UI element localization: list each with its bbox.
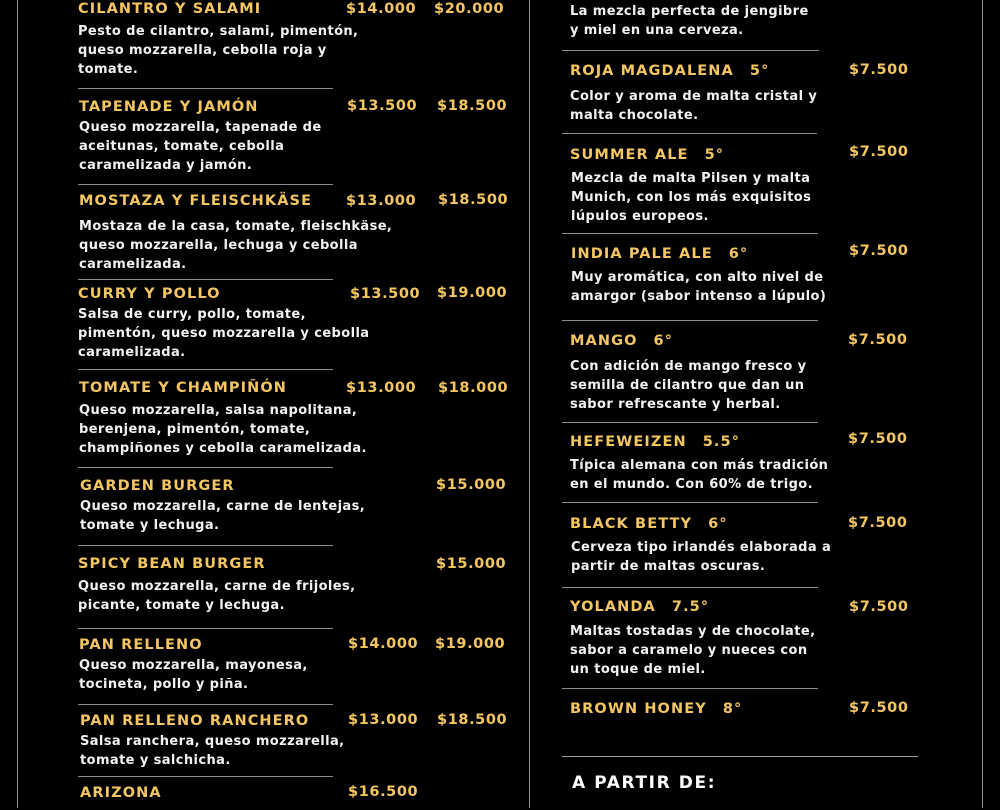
beer-description: Mezcla de malta Pilsen y malta Munich, con los más exquisitos lúpulos europeos. — [571, 171, 812, 224]
menu-item-price-large: $15.000 — [436, 556, 507, 572]
beer-name-text: MANGO — [570, 333, 638, 349]
divider — [78, 467, 333, 468]
beer-price: $7.500 — [849, 62, 909, 78]
menu-item-description: Queso mozzarella, tapenade de aceitunas, tomate, cebolla caramelizada y jamón. — [79, 120, 322, 173]
beer-description: La mezcla perfecta de jengibre y miel en una cerveza. — [570, 4, 809, 38]
beer-name — [570, 146, 724, 164]
menu-item-price-small: $13.000 — [346, 380, 417, 396]
left-frame-border — [17, 0, 18, 808]
menu-item-price-large: $18.500 — [438, 192, 509, 208]
beer-abv: 6° — [708, 516, 728, 532]
beer-price: $7.500 — [849, 700, 909, 716]
beer-name — [571, 245, 748, 263]
menu-item-name: SPICY BEAN BURGER — [78, 556, 266, 572]
menu-item-name: PAN RELLENO RANCHERO — [80, 713, 310, 729]
menu-item-name: CILANTRO Y SALAMI — [78, 1, 262, 17]
menu-item-name: TOMATE Y CHAMPIÑÓN — [79, 380, 287, 396]
beer-name-text: ROJA MAGDALENA — [570, 63, 734, 79]
beer-abv: 6° — [728, 246, 749, 262]
menu-item-price-large: $18.500 — [437, 712, 508, 728]
beer-abv: 6° — [653, 333, 674, 349]
beer-description: Con adición de mango fresco y semilla de cilantro que dan un sabor refrescante y herbal. — [570, 359, 807, 412]
beer-name-text: BLACK BETTY — [570, 516, 693, 532]
beer-name-text: SUMMER ALE — [570, 147, 689, 163]
menu-item-description: Queso mozzarella, carne de frijoles, picante, tomate y lechuga. — [78, 579, 356, 613]
right-frame-border — [982, 0, 983, 808]
beer-description: Maltas tostadas y de chocolate, sabor a caramelo y nueces con un toque de miel. — [570, 624, 816, 677]
menu-item-price-small: $13.500 — [350, 286, 421, 302]
divider — [562, 50, 819, 51]
divider — [562, 422, 818, 423]
menu-item-description: Pesto de cilantro, salami, pimentón, queso mozzarella, cebolla roja y tomate. — [78, 24, 359, 77]
cropped-text-row — [572, 800, 802, 810]
menu-item-price-small: $16.500 — [348, 784, 419, 800]
beer-price: $7.500 — [849, 144, 909, 160]
beer-abv: 5° — [704, 147, 725, 163]
beer-name — [570, 700, 742, 718]
menu-item-name: PAN RELLENO — [79, 637, 203, 653]
beer-description: Cerveza tipo irlandés elaborada a partir de maltas oscuras. — [571, 540, 832, 574]
menu-item-price-large: $18.500 — [437, 98, 508, 114]
menu-item-description: Queso mozzarella, salsa napolitana, berenjena, pimentón, tomate, champiñones y cebolla caramelizada. — [79, 403, 367, 456]
menu-item-price-large: $19.000 — [435, 636, 506, 652]
menu-item-description: Queso mozzarella, carne de lentejas, tomate y lechuga. — [80, 499, 366, 533]
menu-item-name: TAPENADE Y JAMÓN — [79, 99, 259, 115]
section-divider — [562, 756, 918, 757]
divider — [78, 545, 333, 546]
center-divider — [529, 0, 530, 808]
divider — [562, 320, 818, 321]
beer-abv: 5.5° — [702, 434, 741, 450]
divider — [78, 184, 333, 185]
footer-title: A PARTIR DE: — [572, 773, 717, 793]
divider — [562, 688, 818, 689]
divider — [78, 88, 333, 89]
beer-price: $7.500 — [848, 332, 908, 348]
beer-name-text: HEFEWEIZEN — [570, 434, 687, 450]
menu-item-price-large: $15.000 — [436, 477, 507, 493]
divider — [562, 502, 818, 503]
beer-name-text: BROWN HONEY — [570, 701, 707, 717]
divider — [78, 776, 333, 777]
beer-name-text: YOLANDA — [570, 599, 656, 615]
menu-item-price-large: $20.000 — [434, 1, 505, 17]
menu-item-name: MOSTAZA Y FLEISCHKÄSE — [79, 193, 313, 209]
beer-abv: 5° — [749, 63, 770, 79]
beer-description: Muy aromática, con alto nivel de amargor (sabor intenso a lúpulo) — [571, 270, 827, 304]
divider — [562, 587, 818, 588]
beer-name — [570, 62, 769, 80]
beer-price: $7.500 — [848, 431, 908, 447]
menu-item-description: Salsa de curry, pollo, tomate, pimentón, queso mozzarella y cebolla caramelizada. — [78, 307, 370, 360]
menu-item-price-small: $13.000 — [348, 712, 419, 728]
beer-price: $7.500 — [849, 599, 909, 615]
beer-name-text: INDIA PALE ALE — [571, 246, 713, 262]
divider — [78, 628, 333, 629]
divider — [78, 279, 333, 280]
divider — [562, 133, 817, 134]
menu-item-price-large: $19.000 — [437, 285, 508, 301]
divider — [562, 233, 818, 234]
beer-abv: 8° — [722, 701, 743, 717]
beer-description: Color y aroma de malta cristal y malta chocolate. — [570, 89, 818, 123]
beer-abv: 7.5° — [671, 599, 710, 615]
beer-price: $7.500 — [849, 243, 909, 259]
menu-item-price-small: $14.000 — [346, 1, 417, 17]
beer-name — [570, 332, 673, 350]
divider — [78, 369, 333, 370]
menu-item-price-large: $18.000 — [438, 380, 509, 396]
beer-name — [570, 433, 740, 451]
menu-item-price-small: $14.000 — [348, 636, 419, 652]
menu-item-name: CURRY Y POLLO — [78, 286, 221, 302]
menu-item-name: GARDEN BURGER — [80, 478, 235, 494]
divider — [78, 704, 333, 705]
menu-item-price-small: $13.500 — [347, 98, 418, 114]
beer-description: Típica alemana con más tradición en el mundo. Con 60% de trigo. — [570, 458, 829, 492]
menu-item-description: Mostaza de la casa, tomate, fleischkäse, queso mozzarella, lechuga y cebolla caramelizada. — [79, 219, 393, 272]
beer-name — [570, 515, 728, 533]
beer-name — [570, 598, 709, 616]
beer-price: $7.500 — [848, 515, 908, 531]
menu-item-description: Queso mozzarella, mayonesa, tocineta, pollo y piña. — [79, 658, 308, 692]
menu-item-name: ARIZONA — [80, 785, 162, 801]
menu-item-price-small: $13.000 — [346, 193, 417, 209]
menu-item-description: Salsa ranchera, queso mozzarella, tomate y salchicha. — [80, 734, 345, 768]
